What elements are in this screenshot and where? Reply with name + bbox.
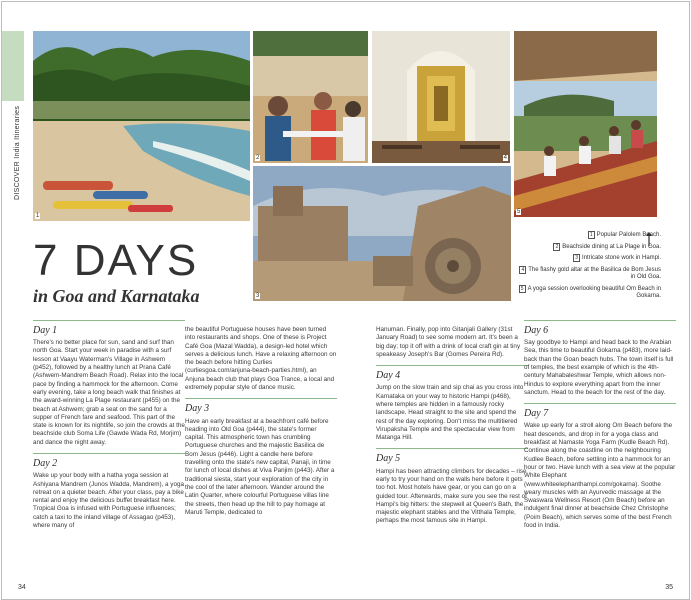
- column-2: [185, 320, 337, 523]
- photo-number-1: 1: [36, 213, 40, 219]
- page-number-left: 34: [18, 584, 26, 591]
- photo-number-4: 4: [503, 155, 507, 161]
- photo-basilica-altar: [372, 31, 510, 163]
- day-2-heading: Day 2: [33, 453, 185, 470]
- day-4-text: Jump on the slow train and sip chai as you cross into Karnataka on your way to historic Hampi (p468), where temples are hidden in a famously rocky landscape. Head straight to the site and spend the rest of the day exploring. Don't miss the multitiered Virupaksha Temple and the spectacular view from Matanga Hill.: [376, 384, 524, 442]
- day-3-heading: Day 3: [185, 398, 337, 415]
- day-1-heading: Day 1: [33, 320, 185, 337]
- photo-captions: [515, 231, 661, 304]
- section-tab: [2, 31, 24, 101]
- day-3-text: Have an early breakfast at a beachfront café before heading into Old Goa (p444), the state's former capital. This atmospheric town has crumbling Portuguese churches and the majestic Basilica de Bom Jesus (p446). Light a candle here before travelling onto the state's new capital, Panaji, in time for lunch of local dishes at Viva Panjim (p443). After a traditional siesta, start your exploration of the city in the cool of the later afternoon. Wander around the Latin Quarter, where colourful Portuguese villas line the streets, then head up the hill to pay homage at Maruti Temple, dedicated to: [185, 417, 335, 516]
- column-1: [33, 320, 185, 536]
- photo-hampi-stone-chariot: [253, 166, 511, 301]
- day-2-continued: the beautiful Portuguese houses have been turned into restaurants and shops. One of these is Project Café Goa (Mazal Wadda), a design-led hotel which serves a delicious lunch. Have a relaxing afternoon on the beach before hitting Curlies (curliesgoa.com/anjuna-beach-parties.html), an Anjuna beach club that plays Goa Trance, a local and extremely popular style of dance music.: [185, 326, 337, 392]
- title-region: in Goa and Karnataka: [33, 286, 200, 306]
- caption-3: 3 Intricate stone work in Hampi.: [575, 255, 661, 261]
- day-7-heading: Day 7: [524, 403, 676, 420]
- caption-2: 2 Beachside dining at La Plage in Goa.: [555, 243, 661, 250]
- day-4-heading: Day 4: [376, 365, 528, 382]
- page-number-right: 35: [665, 584, 673, 591]
- day-5-heading: Day 5: [376, 448, 528, 465]
- photo-number-3: 3: [256, 293, 260, 299]
- title-days: 7 DAYS: [33, 236, 199, 285]
- photo-number-5: 5: [517, 209, 521, 215]
- day-2-text: Wake up your body with a hatha yoga session at Ashiyana Mandrem (Junos Wadda, Mandrem), a yoga retreat on a quieter beach. After your class, pay a bike rental and enjoy the delicious buffet breakfast here. Tropical Goa is infused with Portuguese influences; catch a taxi to the inland village of Assagao (p453), where many of: [33, 472, 184, 530]
- day-1-text: There's no better place for sun, sand and surf than north Goa. Start your week in paradise with a surf lesson at Vaayu Waterman's Village in Ashwem (p452), followed by a healthy lunch at Prana Café (Ashwem-Mandrem Beach Road). Relax into the local pace by finding a hammock for the afternoon. Come early evening, take a long beach walk that finishes at the award-winning La Plage restaurant (p455) on the beach at Ashwem; grab a seat on the sand for a supper of French fare and seafood. This part of the state is known for its nightlife, so join the crowds at the beachside club Soma Life (Gawde Wada Rd, Morjim) and dance the night away.: [33, 339, 185, 446]
- side-subsection: India Itineraries: [14, 105, 21, 159]
- day-3-continued: Hanuman. Finally, pop into Gitanjali Gallery (31st January Road) to see some modern art. It's been a big day; top it off with a drink of local craft gin at tiny speakeasy Joseph's Bar (Gomes Pereira Rd).: [376, 326, 521, 358]
- day-5-text: Hampi has been attracting climbers for decades – rise early to try your hand on the walls here before it gets too hot. Most hotels have gear, or you can go on a guided tour. Afterwards, make sure you see the rest of Hampi's big hitters: the stepwell at Queen's Bath, the majestic elephant stables and the Vitthala Temple, perhaps the most famous site in Hampi.: [376, 467, 527, 525]
- photo-la-plage-dining: [253, 31, 368, 163]
- caption-5: 5 A yoga session overlooking beautiful Om Beach in Gokarna.: [520, 285, 661, 299]
- column-3: [376, 320, 528, 532]
- day-6-text: Say goodbye to Hampi and head back to the Arabian Sea, this time to beautiful Gokarna (p483), more laid-back than the Goan beach hubs. The town itself is full of temples, the best example of which is the 4th-century Mahabaleshwar Temple, which allows non-Hindus to explore everything apart from the inner sanctum. Head to the beach for the rest of the day.: [524, 339, 674, 396]
- caption-1: 1 Popular Palolem Beach.: [589, 232, 661, 238]
- caption-4: 4 The flashy gold altar at the Basilica de Bom Jesus in Old Goa.: [521, 266, 661, 280]
- photo-number-2: 2: [256, 155, 260, 161]
- side-section: DISCOVER: [14, 161, 21, 200]
- day-6-heading: Day 6: [524, 320, 676, 337]
- column-4: [524, 320, 676, 536]
- photo-palolem-beach: [33, 31, 250, 221]
- day-7-text: Wake up early for a stroll along Om Beach before the heat descends, and drop in for a yoga class and breakfast at Namaste Yoga Farm (Kudle Beach Rd). Continue along the coastline on the neighbouring Kudlee Beach, before settling into a hammock for an hour or two. Have lunch with a sea view at the popular White Elephant (www.whiteelephanthampi.com/gokarna). Soothe weary muscles with an Ayurvedic massage at the Swaswara Wellness Resort (Om Beach) before an indulgent final dinner at beachside Chez Christophe (Poim Beach), which serves some of the best French food in India.: [524, 422, 676, 530]
- side-running-head: [14, 106, 21, 200]
- photo-yoga-om-beach: [514, 31, 657, 217]
